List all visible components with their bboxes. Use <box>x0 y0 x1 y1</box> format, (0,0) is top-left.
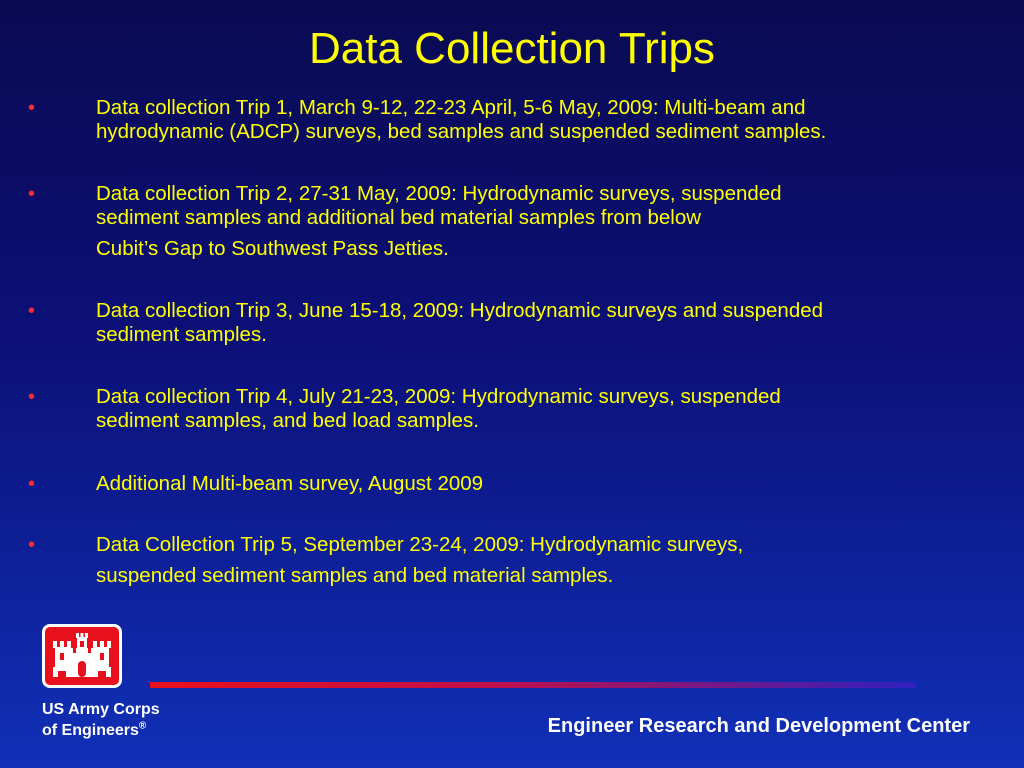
bullet-line: sediment samples. <box>96 323 267 346</box>
bullet-line: Data Collection Trip 5, September 23-24, 2009: Hydrodynamic surveys, <box>96 533 744 556</box>
registered-mark: ® <box>138 720 147 732</box>
bullet-text <box>96 96 1016 144</box>
org-name <box>42 699 160 741</box>
bullet-marker: • <box>28 97 36 119</box>
bullet-line: Data collection Trip 3, June 15-18, 2009: Hydrodynamic surveys and suspended <box>96 299 824 322</box>
org-name-line1: US Army Corps <box>42 701 160 718</box>
bullet-text <box>96 299 1016 347</box>
bullet-line: hydrodynamic (ADCP) surveys, bed samples and suspended sediment samples. <box>96 120 827 143</box>
bullet-marker: • <box>28 183 36 205</box>
bullet-marker: • <box>28 473 36 495</box>
bullet-text <box>96 472 1016 496</box>
bullet-line: Cubit’s Gap to Southwest Pass Jetties. <box>96 237 449 260</box>
bullet-line: Data collection Trip 2, 27-31 May, 2009: Hydrodynamic surveys, suspended <box>96 182 782 205</box>
bullet-marker: • <box>28 300 36 322</box>
bullet-line: Data collection Trip 1, March 9-12, 22-23 April, 5-6 May, 2009: Multi-beam and <box>96 96 806 119</box>
usace-logo <box>42 624 122 688</box>
bullet-line: suspended sediment samples and bed material samples. <box>96 564 614 587</box>
slide-title: Data Collection Trips <box>309 24 715 73</box>
bullet-marker: • <box>28 534 36 556</box>
bullet-line: sediment samples, and bed load samples. <box>96 409 479 432</box>
bullet-text <box>96 385 1016 433</box>
bullet-text <box>96 182 1016 261</box>
bullet-marker: • <box>28 386 36 408</box>
bullet-text <box>96 533 1016 588</box>
castle-icon <box>51 633 113 679</box>
org-name-line2: of Engineers <box>42 722 139 739</box>
bullet-line: Data collection Trip 4, July 21-23, 2009: Hydrodynamic surveys, suspended <box>96 385 781 408</box>
bullet-line: Additional Multi-beam survey, August 2009 <box>96 472 484 495</box>
footer-divider <box>150 682 916 688</box>
bullet-line: sediment samples and additional bed material samples from below <box>96 206 702 229</box>
center-name: Engineer Research and Development Center <box>547 715 970 737</box>
